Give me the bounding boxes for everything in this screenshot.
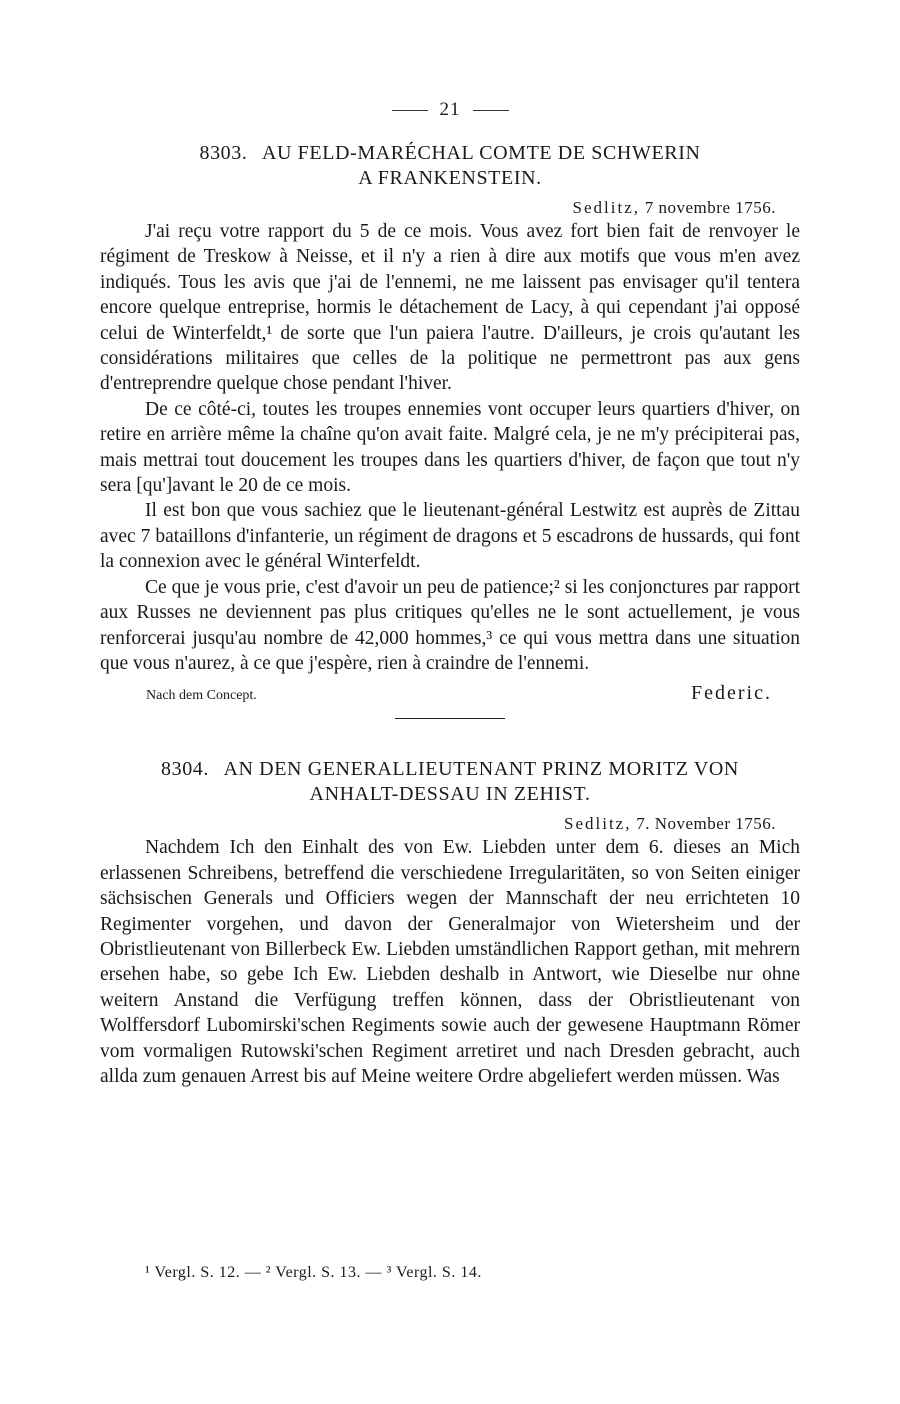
letter-8304-heading: [100, 757, 800, 807]
letter-8304: [100, 757, 800, 1089]
section-divider: [395, 718, 505, 719]
page-number-line: [100, 95, 800, 125]
footnotes: ¹ Vergl. S. 12. — ² Vergl. S. 13. — ³ Vergl. S. 14.: [145, 1264, 482, 1281]
letter-8303-source-note: Nach dem Concept.: [146, 688, 257, 704]
letter-8303-title-line1: AU FELD-MARÉCHAL COMTE DE SCHWERIN: [261, 142, 701, 164]
letter-8304-title-line2: ANHALT-DESSAU IN ZEHIST.: [309, 783, 591, 806]
page-number: 21: [439, 99, 461, 120]
letter-8304-date: 7. November 1756.: [636, 814, 776, 834]
letter-8303-dateline: [100, 197, 800, 219]
letter-8303-date: 7 novembre 1756.: [644, 198, 776, 217]
letter-8303-heading: [100, 141, 800, 191]
letter-8304-place: Sedlitz,: [564, 814, 632, 834]
letter-8303-title-line2: A FRANKENSTEIN.: [358, 167, 542, 189]
letter-8303-place: Sedlitz,: [572, 198, 641, 217]
letter-8303-paragraph-3: Il est bon que vous sachiez que le lieutenant-général Lestwitz est auprès de Zittau avec 7 bataillons d'infanterie, un régiment de dragons et 5 escadrons de hussards, qui font la connexion avec le général Winterfeldt.: [100, 500, 800, 573]
letter-8303-paragraph-2: De ce côté-ci, toutes les troupes ennemies vont occuper leurs quartiers d'hiver, on retire en arrière même la chaîne qu'on avait faite. Malgré cela, je ne m'y précipiterai pas, mais mettrai tout doucement les troupes dans les quartiers d'hiver, de façon que tout n'y sera [qu']avant le 20 de ce mois.: [100, 398, 800, 497]
letter-8303-paragraph-1: J'ai reçu votre rapport du 5 de ce mois. Vous avez fort bien fait de renvoyer le régiment de Treskow à Neisse, et il n'y a rien à dire aux motifs que vous m'en avez indiqués. Tous les avis que j'ai de l'ennemi, ne me laissent pas envisager qu'il tentera encore quelque entreprise, hormis le détachement de Lacy, à qui cependant j'ai opposé celui de Winterfeldt,¹ de sorte que l'un paiera l'autre. D'ailleurs, je crois qu'autant les considérations militaires que celles de la politique ne permettront pas aux gens d'entreprendre quelque chose pendant l'hiver.: [100, 221, 800, 395]
letter-8304-title-line1: AN DEN GENERALLIEUTENANT PRINZ MORITZ VON: [223, 758, 739, 781]
letter-8304-dateline: [100, 813, 800, 835]
letter-8304-paragraph-1: Nachdem Ich den Einhalt des von Ew. Liebden unter dem 6. dieses an Mich erlassenen Schreibens, betreffend die verschiedene Irregularitäten, so von Seiten einiger sächsischen Generals und Officiers wegen der Mannschaft der neu errichteten 10 Regimenter vorgehen, und davon der Generalmajor von Wietersheim und der Obristlieutenant von Billerbeck Ew. Liebden umständlichen Rapport gethan, mit mehrern ersehen habe, so gebe Ich Ew. Liebden deshalb in Antwort, wie Dieselbe nur ohne weitern Anstand die Verfügung treffen können, dass der Obristlieutenant von Wolffersdorf Lubomirski'schen Regiments sowie auch der gewesene Hauptmann Römer vom vormaligen Rutowski'schen Regiment arretiret und nach Dresden gebracht, auch allda zum genauen Arrest bis auf Meine weitere Ordre abgeliefert werden müssen. Was: [100, 837, 800, 1087]
folio-dash-right: [473, 110, 509, 111]
document-page: [100, 95, 800, 1089]
letter-8303-number: 8303.: [199, 142, 248, 164]
letter-8303-signature: Federic.: [691, 682, 772, 705]
letter-8304-number: 8304.: [161, 758, 209, 781]
letter-8303-paragraph-4: Ce que je vous prie, c'est d'avoir un peu de patience;² si les conjonctures par rapport aux Russes ne deviennent pas plus critiques qu'elles ne le sont actuellement, je vous renforcerai jusqu'au nombre de 42,000 hommes,³ ce qui vous mettra dans une situation que vous n'aurez, à ce que j'espère, rien à craindre de l'ennemi.: [100, 576, 800, 674]
folio-dash-left: [392, 110, 428, 111]
letter-8303-closing: [100, 682, 800, 708]
